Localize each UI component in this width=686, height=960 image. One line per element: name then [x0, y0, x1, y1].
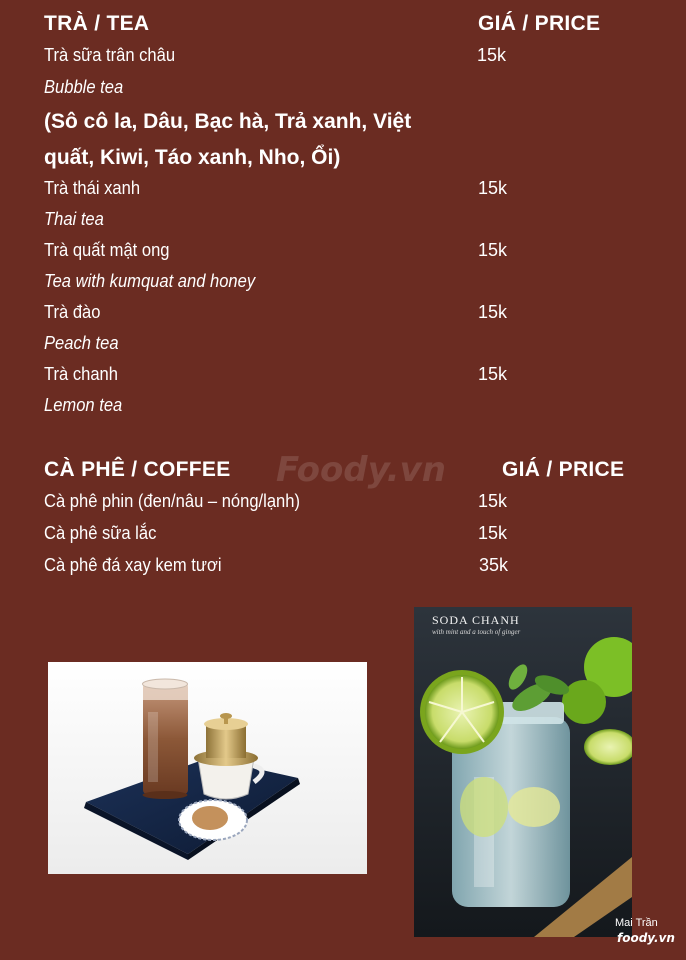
menu-item-name: Trà thái xanh: [44, 178, 141, 198]
menu-item-name: Trà đào: [44, 302, 101, 322]
menu-item-price: 15k: [477, 45, 507, 65]
flavor-options-line-2: quất, Kiwi, Táo xanh, Nho, Ổi): [44, 146, 341, 169]
foody-watermark: Foody.vn: [276, 450, 446, 490]
menu-item-price: 15k: [478, 364, 508, 384]
menu-item-price: 15k: [478, 491, 508, 511]
menu-item-name: Cà phê sữa lắc: [44, 523, 157, 543]
menu-item-english: Bubble tea: [44, 77, 124, 97]
tea-heading: TRÀ / TEA: [44, 12, 150, 35]
menu-item-name: Cà phê phin (đen/nâu – nóng/lạnh): [44, 491, 300, 511]
flavor-options-line-1: (Sô cô la, Dâu, Bạc hà, Trả xanh, Việt: [44, 110, 412, 133]
menu-item-name: Trà chanh: [44, 364, 118, 384]
menu-item-price: 15k: [478, 302, 508, 322]
menu-item-price: 15k: [478, 523, 508, 543]
soda-subtitle: with mint and a touch of ginger: [432, 628, 521, 636]
menu-item-name: Trà quất mật ong: [44, 240, 170, 260]
tea-price-heading: GIÁ / PRICE: [478, 12, 601, 35]
menu-item-price: 15k: [478, 178, 508, 198]
menu-item-english: Tea with kumquat and honey: [44, 271, 256, 291]
coffee-price-heading: GIÁ / PRICE: [502, 458, 625, 481]
foody-corner-logo: foody.vn: [617, 931, 675, 945]
soda-title: SODA CHANH: [432, 613, 520, 627]
uploader-name: Mai Trần: [615, 917, 658, 929]
menu-item-english: Lemon tea: [44, 395, 123, 415]
soda-chanh-photo: [414, 607, 632, 937]
menu-item-price: 35k: [479, 555, 509, 575]
menu-item-name: Trà sữa trân châu: [44, 45, 176, 65]
menu-item-name: Cà phê đá xay kem tươi: [44, 555, 222, 575]
menu-item-english: Thai tea: [44, 209, 104, 229]
vietnamese-coffee-photo: [48, 662, 367, 874]
menu-item-price: 15k: [478, 240, 508, 260]
coffee-heading: CÀ PHÊ / COFFEE: [44, 458, 231, 481]
menu-item-english: Peach tea: [44, 333, 119, 353]
